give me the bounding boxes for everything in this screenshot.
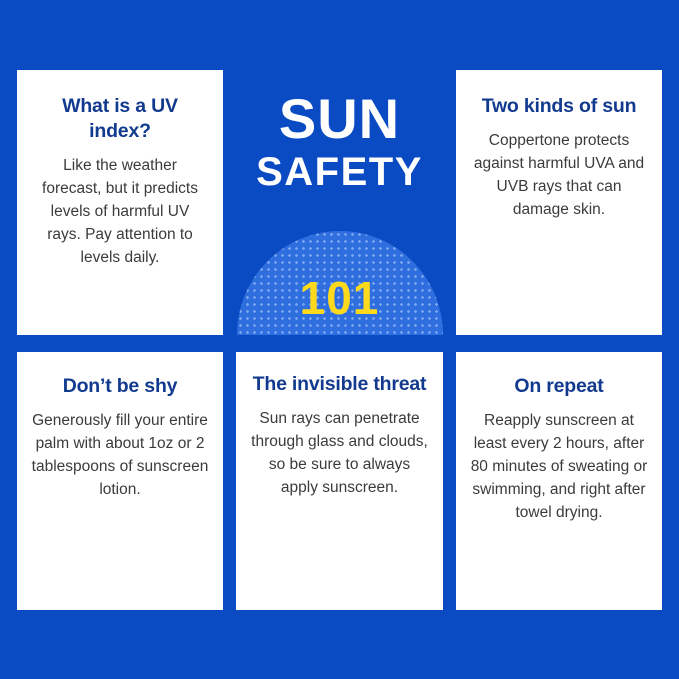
card-title: The invisible threat [252, 373, 427, 395]
card-body: Reapply sunscreen at least every 2 hours, after 80 minutes of sweating or swimming, and right after towel drying. [470, 411, 648, 522]
card-grid [17, 70, 662, 610]
brand-line-sun: SUN [278, 87, 401, 150]
card-title: Don’t be shy [62, 375, 178, 397]
brand-panel [236, 70, 443, 335]
card-body: Generously fill your entire palm with about 1oz or 2 tablespoons of sunscreen lotion. [31, 411, 209, 499]
brand-number: 101 [299, 272, 380, 324]
brand-line-safety: SAFETY [256, 149, 423, 194]
card-on-repeat [456, 352, 662, 610]
card-dont-be-shy [17, 352, 223, 610]
halftone-dome-graphic [236, 195, 443, 335]
card-body: Sun rays can penetrate through glass and clouds, so be sure to always apply sunscreen. [251, 409, 428, 497]
card-title: What is a UV index? [62, 95, 178, 142]
card-uv-index [17, 70, 223, 335]
card-body: Like the weather forecast, but it predicts levels of harmful UV rays. Pay attention to levels daily. [42, 156, 198, 267]
card-two-kinds-of-sun [456, 70, 662, 335]
card-title: On repeat [514, 375, 604, 397]
card-body: Coppertone protects against harmful UVA and UVB rays that can damage skin. [473, 131, 645, 219]
card-title: Two kinds of sun [481, 95, 637, 117]
dome-shape [237, 231, 443, 335]
card-invisible-threat [236, 352, 443, 610]
